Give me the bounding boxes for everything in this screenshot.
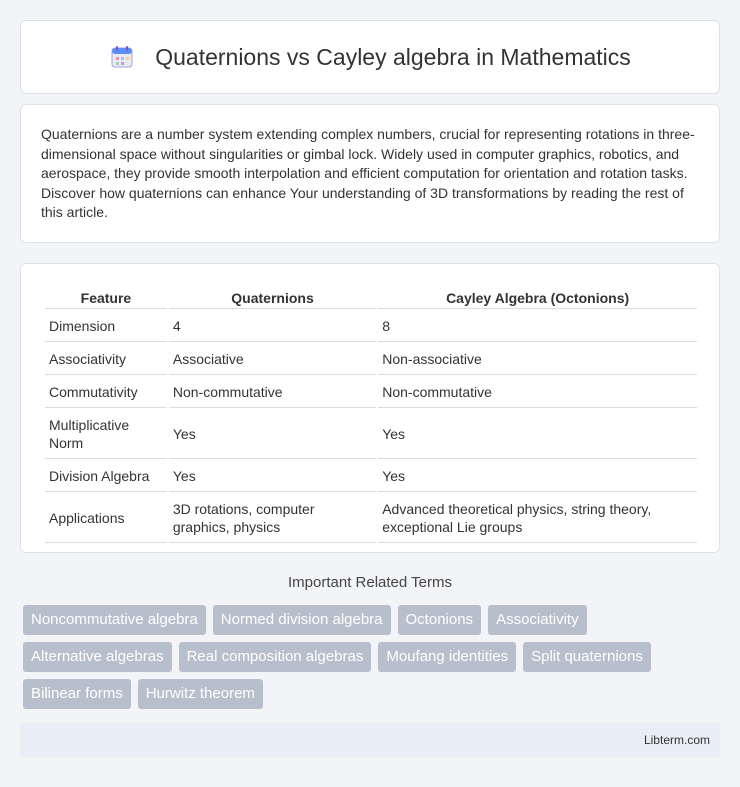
related-terms-title: Important Related Terms	[288, 574, 452, 591]
table-cell: Non-commutative	[169, 377, 376, 408]
table-cell: Commutativity	[45, 377, 167, 408]
comparison-table	[43, 284, 699, 545]
tag-alternative-algebras[interactable]: Alternative algebras	[23, 642, 172, 672]
table-cell: Yes	[169, 410, 376, 459]
column-header-cayley: Cayley Algebra (Octonions)	[378, 286, 697, 309]
tag-noncommutative-algebra[interactable]: Noncommutative algebra	[23, 605, 206, 635]
table-cell: Non-associative	[378, 344, 697, 375]
calendar-icon	[109, 44, 135, 70]
table-cell: Yes	[378, 461, 697, 492]
column-header-quaternions: Quaternions	[169, 286, 376, 309]
table-row	[45, 311, 697, 342]
table-cell: Division Algebra	[45, 461, 167, 492]
comparison-table-card	[20, 263, 720, 553]
tag-real-composition-algebras[interactable]: Real composition algebras	[179, 642, 372, 672]
tag-moufang-identities[interactable]: Moufang identities	[378, 642, 516, 672]
table-row	[45, 461, 697, 492]
table-cell: Advanced theoretical physics, string theory, exceptional Lie groups	[378, 494, 697, 543]
tag-hurwitz-theorem[interactable]: Hurwitz theorem	[138, 679, 263, 709]
table-cell: Dimension	[45, 311, 167, 342]
table-cell: 3D rotations, computer graphics, physics	[169, 494, 376, 543]
table-cell: Multiplicative Norm	[45, 410, 167, 459]
table-cell: 8	[378, 311, 697, 342]
related-terms-tags	[23, 605, 723, 709]
intro-card	[20, 104, 720, 243]
table-cell: 4	[169, 311, 376, 342]
footer	[20, 723, 720, 757]
header-card	[20, 20, 720, 94]
table-row	[45, 344, 697, 375]
table-row	[45, 410, 697, 459]
table-cell: Non-commutative	[378, 377, 697, 408]
page-title: Quaternions vs Cayley algebra in Mathematics	[155, 43, 631, 70]
table-cell: Associativity	[45, 344, 167, 375]
table-cell: Yes	[378, 410, 697, 459]
table-header-row	[45, 286, 697, 309]
tag-bilinear-forms[interactable]: Bilinear forms	[23, 679, 131, 709]
table-row	[45, 377, 697, 408]
table-cell: Yes	[169, 461, 376, 492]
column-header-feature: Feature	[45, 286, 167, 309]
tag-split-quaternions[interactable]: Split quaternions	[523, 642, 651, 672]
table-cell: Associative	[169, 344, 376, 375]
table-cell: Applications	[45, 494, 167, 543]
tag-normed-division-algebra[interactable]: Normed division algebra	[213, 605, 391, 635]
tag-associativity[interactable]: Associativity	[488, 605, 587, 635]
tag-octonions[interactable]: Octonions	[398, 605, 482, 635]
footer-site-link[interactable]: Libterm.com	[643, 733, 710, 747]
intro-text: Quaternions are a number system extending complex numbers, crucial for representing rotations in three-dimensional space without singularities or gimbal lock. Widely used in computer graphics, robotics, and aerospace, they provide smooth interpolation and efficient computation for orientation and rotation tasks. Discover how quaternions can enhance Your understanding of 3D transformations by reading the rest of this article.	[41, 126, 695, 221]
table-row	[45, 494, 697, 543]
